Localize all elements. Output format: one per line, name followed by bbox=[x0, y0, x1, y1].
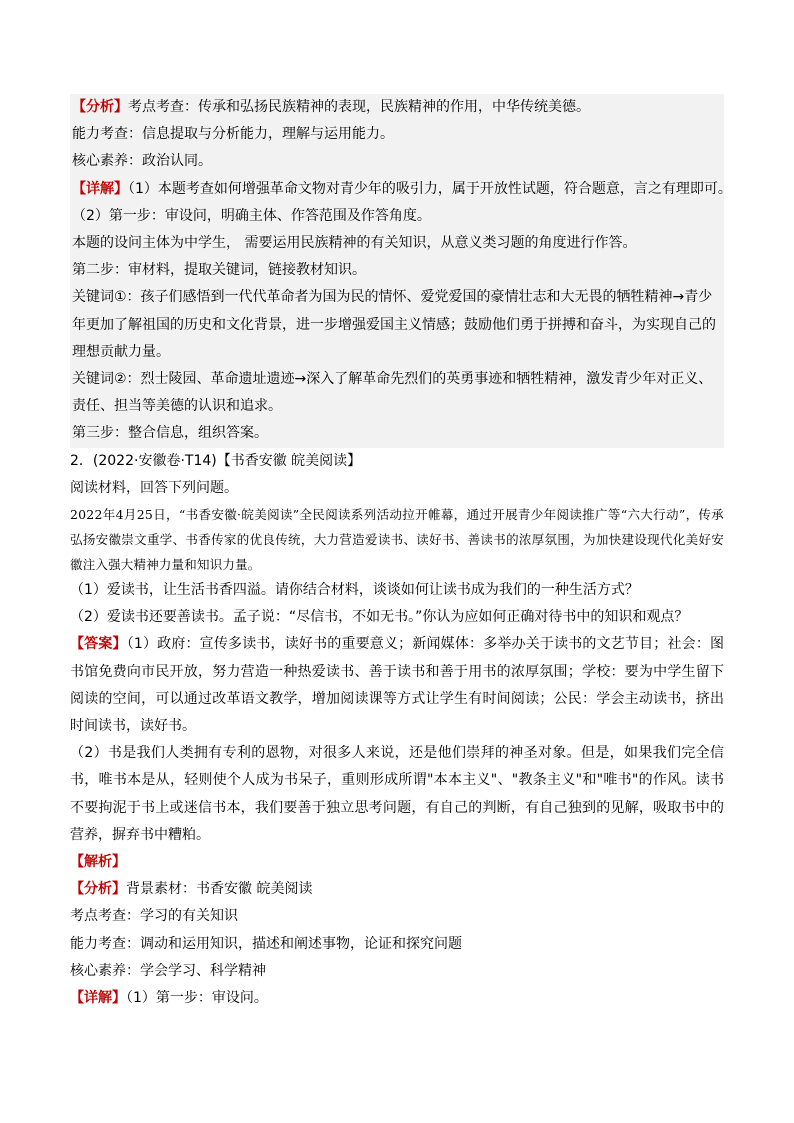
question-source: 2．(2022·安徽卷·T14) bbox=[70, 452, 217, 469]
keyword1-line-c: 理想贡献力量。 bbox=[72, 343, 170, 360]
detail-tag: 【详解】 bbox=[72, 180, 128, 197]
detail-text: （1）本题考查如何增强革命文物对青少年的吸引力，属于开放性试题，符合题意，言之有理即可。 bbox=[128, 180, 732, 197]
analysis-2-line bbox=[70, 876, 724, 903]
step-three-line: 第三步：整合信息，组织答案。 bbox=[72, 425, 268, 442]
analysis-2-text: 背景素材：书香安徽 皖美阅读 bbox=[126, 881, 313, 898]
ability-line: 能力考查：信息提取与分析能力，理解与运用能力。 bbox=[72, 126, 394, 143]
question-title: 【书香安徽 皖美阅读】 bbox=[216, 452, 362, 469]
answer-2: （2）书是我们人类拥有专利的恩物，对很多人来说，还是他们崇拜的神圣对象。但是，如果我们完全信书，唯书本是从，轻则使个人成为书呆子，重则形成所谓"本本主义"、"教条主义"和"唯书"的作风。读书不要拘泥于书上或迷信书本，我们要善于独立思考问题，有自己的判断，有自己独到的见解，吸取书中的营养，摒弃书中糟粕。 bbox=[70, 745, 724, 843]
point-line: 考点考查：学习的有关知识 bbox=[70, 908, 238, 925]
answer-tag: 【答案】 bbox=[70, 636, 127, 653]
sub-question-2: （2）爱读书还要善读书。孟子说：“尽信书，不如无书。”你认为应如何正确对待书中的知识和观点？ bbox=[70, 609, 689, 626]
explanation-tag: 【解析】 bbox=[70, 854, 126, 871]
document-page bbox=[70, 94, 732, 1012]
question-header bbox=[70, 448, 724, 475]
explanation-tag-line bbox=[70, 849, 724, 876]
answer-1 bbox=[70, 631, 724, 740]
detail-2-tag: 【详解】 bbox=[70, 990, 126, 1007]
core-literacy-line: 核心素养：政治认同。 bbox=[72, 153, 212, 170]
ability-2-line: 能力考查：调动和运用知识，描述和阐述事物，论证和探究问题 bbox=[70, 935, 462, 952]
detail-2-line bbox=[70, 985, 724, 1012]
analysis-section bbox=[70, 94, 732, 448]
keyword2-line-b: 责任、担当等美德的认识和追求。 bbox=[72, 398, 282, 415]
analysis-2-tag: 【分析】 bbox=[70, 881, 126, 898]
subject-line: 本题的设问主体为中学生， 需要运用民族精神的有关知识，从意义类习题的角度进行作答。 bbox=[72, 235, 637, 252]
keyword1-line-a: 关键词①：孩子们感悟到一代代革命者为国为民的情怀、爱党爱国的豪情壮志和大无畏的牺牲精神→青少 bbox=[72, 289, 713, 306]
detail-line bbox=[72, 176, 732, 203]
analysis-line bbox=[72, 94, 722, 121]
keyword2-line-a: 关键词②：烈士陵园、革命遗址遗迹→深入了解革命先烈们的英勇事迹和牺牲精神，激发青少年对正义、 bbox=[72, 371, 713, 388]
question-2-section bbox=[70, 448, 724, 1013]
answer-1-text: （1）政府：宣传多读书，读好书的重要意义；新闻媒体：多举办关于读书的文艺节目；社会：图书馆免费向市民开放，努力营造一种热爱读书、善于读书和善于用书的浓厚氛围；学校：要为中学生留下阅读的空间，可以通过改革语文教学，增加阅读课等方式让学生有时间阅读；公民：学会主动读书，挤出时间读书，读好书。 bbox=[70, 636, 725, 735]
analysis-text: 考点考查：传承和弘扬民族精神的表现，民族精神的作用，中华传统美德。 bbox=[128, 99, 590, 115]
analysis-tag: 【分析】 bbox=[72, 99, 128, 115]
step-one-line: （2）第一步：审设问，明确主体、作答范围及作答角度。 bbox=[72, 207, 431, 224]
sub-question-1: （1）爱读书，让生活书香四溢。请你结合材料，谈谈如何让读书成为我们的一种生活方式？ bbox=[70, 582, 639, 599]
step-two-line: 第二步：审材料，提取关键词，链接教材知识。 bbox=[72, 262, 366, 279]
keyword1-line-b: 年更加了解祖国的历史和文化背景，进一步增强爱国主义情感；鼓励他们勇于拼搏和奋斗，为实现自己的 bbox=[72, 316, 716, 333]
reading-material: 2022年4月25日，“书香安徽·皖美阅读”全民阅读系列活动拉开帷幕，通过开展青少年阅读推广等“六大行动”，传承弘扬安徽崇文重学、书香传家的优良传统，大力营造爱读书、读好书、善读书的浓厚氛围，为加快建设现代化美好安徽注入强大精神力量和知识力量。 bbox=[70, 507, 724, 573]
detail-2-text: （1）第一步：审设问。 bbox=[126, 990, 268, 1007]
question-instruction: 阅读材料，回答下列问题。 bbox=[70, 479, 238, 496]
core-2-line: 核心素养：学会学习、科学精神 bbox=[70, 962, 266, 979]
